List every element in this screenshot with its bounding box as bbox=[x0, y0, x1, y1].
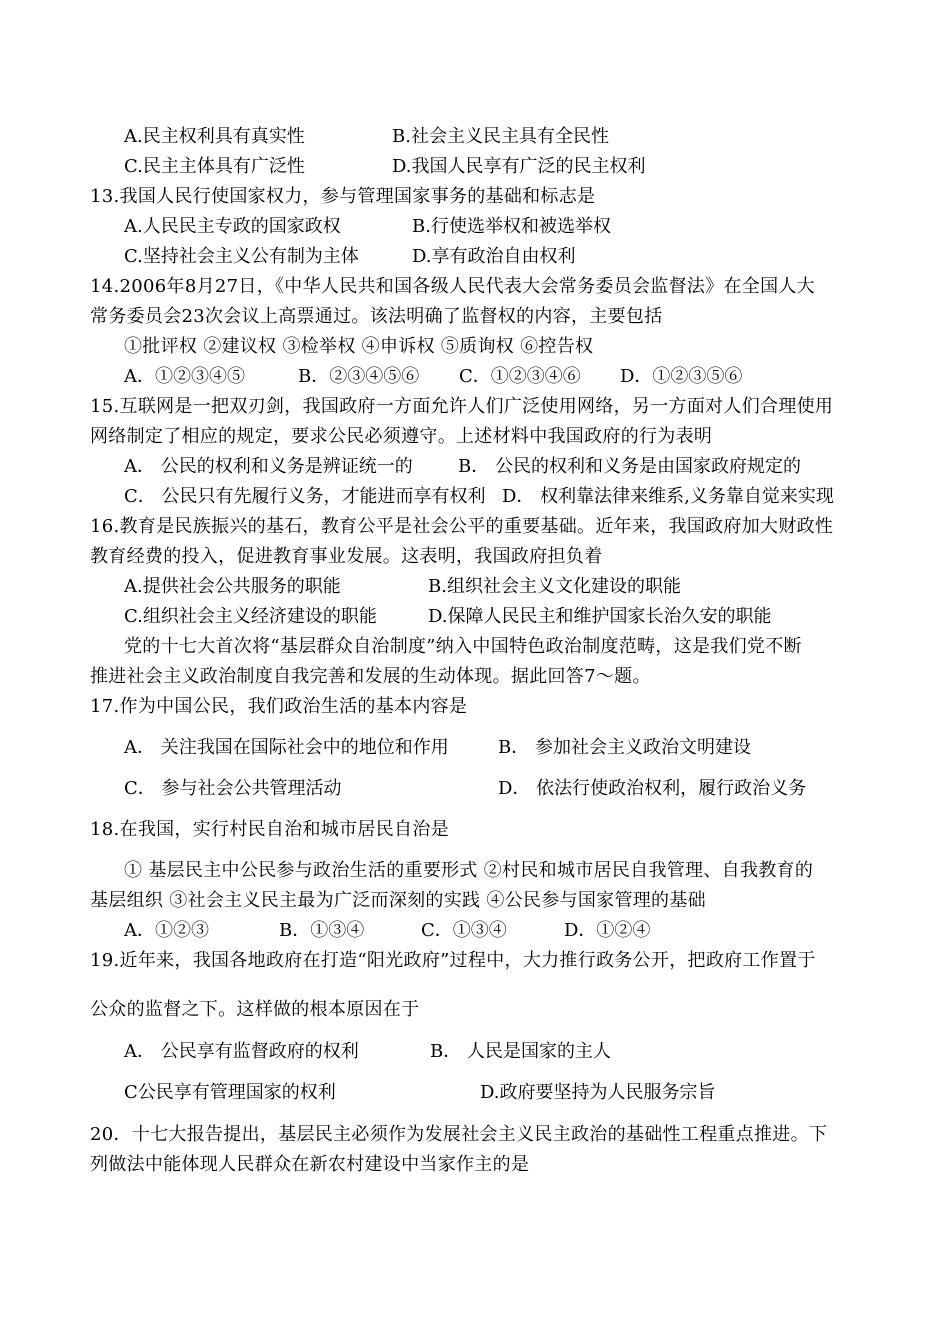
q19-stem-line-2: 公众的监督之下。这样做的根本原因在于 bbox=[90, 999, 420, 1020]
q19-option-a: A． 公民享有监督政府的权利 bbox=[124, 1041, 359, 1062]
q14-option-a: A．①②③④⑤ bbox=[124, 366, 245, 387]
q13-option-a: A.人民民主专政的国家政权 bbox=[124, 216, 341, 237]
q16-option-b: B.组织社会主义文化建设的职能 bbox=[428, 576, 681, 597]
q15-stem-line-2: 网络制定了相应的规定，要求公民必须遵守。上述材料中我国政府的行为表明 bbox=[90, 426, 713, 447]
q18-items-line-2: 基层组织 ③社会主义民主最为广泛而深刻的实践 ④公民参与国家管理的基础 bbox=[90, 890, 706, 911]
q14-option-c: C．①②③④⑥ bbox=[459, 366, 581, 387]
q18-option-a: A．①②③ bbox=[124, 920, 209, 941]
q15-option-a: A． 公民的权利和义务是辨证统一的 bbox=[124, 456, 413, 477]
q19-stem-line-1: 19.近年来，我国各地政府在打造“阳光政府”过程中，大力推行政务公开，把政府工作置于 bbox=[90, 950, 816, 971]
q18-option-d: D．①②④ bbox=[564, 920, 651, 941]
q15-option-b: B． 公民的权利和义务是由国家政府规定的 bbox=[458, 456, 801, 477]
passage-line-1: 党的十七大首次将“基层群众自治制度”纳入中国特色政治制度范畴，这是我们党不断 bbox=[124, 636, 802, 657]
q17-option-b: B． 参加社会主义政治文明建设 bbox=[498, 737, 751, 758]
q17-option-d: D． 依法行使政治权利，履行政治义务 bbox=[498, 778, 807, 799]
passage-line-2: 推进社会主义政治制度自我完善和发展的生动体现。据此回答7～题。 bbox=[90, 666, 651, 687]
q18-option-b: B．①③④ bbox=[279, 920, 365, 941]
q19-option-c: C公民享有管理国家的权利 bbox=[124, 1082, 336, 1103]
q12-option-d: D.我国人民享有广泛的民主权利 bbox=[392, 156, 646, 177]
q14-option-d: D．①②③⑤⑥ bbox=[620, 366, 743, 387]
q17-stem: 17.作为中国公民，我们政治生活的基本内容是 bbox=[90, 696, 468, 717]
q16-stem-line-1: 16.教育是民族振兴的基石，教育公平是社会公平的重要基础。近年来，我国政府加大财政性 bbox=[90, 516, 834, 537]
q17-option-a: A． 关注我国在国际社会中的地位和作用 bbox=[124, 737, 449, 758]
q17-option-c: C． 参与社会公共管理活动 bbox=[124, 778, 342, 799]
q12-option-a: A.民主权利具有真实性 bbox=[124, 126, 305, 147]
q15-option-d: D． 权利靠法律来维系,义务靠自觉来实现 bbox=[502, 486, 834, 507]
q13-option-c: C.坚持社会主义公有制为主体 bbox=[124, 246, 359, 267]
q14-option-b: B．②③④⑤⑥ bbox=[298, 366, 420, 387]
q13-option-b: B.行使选举权和被选举权 bbox=[412, 216, 611, 237]
q13-stem: 13.我国人民行使国家权力，参与管理国家事务的基础和标志是 bbox=[90, 186, 596, 207]
q15-stem-line-1: 15.互联网是一把双刃剑，我国政府一方面允许人们广泛使用网络，另一方面对人们合理使用 bbox=[90, 396, 834, 417]
q13-option-d: D.享有政治自由权利 bbox=[412, 246, 576, 267]
q19-option-b: B． 人民是国家的主人 bbox=[430, 1041, 611, 1062]
q19-option-d: D.政府要坚持为人民服务宗旨 bbox=[480, 1082, 716, 1103]
q18-option-c: C．①③④ bbox=[421, 920, 507, 941]
q14-stem-line-1: 14.2006年8月27日，《中华人民共和国各级人民代表大会常务委员会监督法》在全国人大 bbox=[90, 276, 815, 297]
q12-option-b: B.社会主义民主具有全民性 bbox=[392, 126, 609, 147]
q18-items-line-1: ① 基层民主中公民参与政治生活的重要形式 ②村民和城市居民自我管理、自我教育的 bbox=[124, 860, 814, 881]
q14-items: ①批评权 ②建议权 ③检举权 ④申诉权 ⑤质询权 ⑥控告权 bbox=[124, 336, 594, 357]
q16-option-a: A.提供社会公共服务的职能 bbox=[124, 576, 341, 597]
q16-stem-line-2: 教育经费的投入，促进教育事业发展。这表明，我国政府担负着 bbox=[90, 546, 603, 567]
q16-option-d: D.保障人民民主和维护国家长治久安的职能 bbox=[428, 606, 772, 627]
q20-stem-line-2: 列做法中能体现人民群众在新农村建设中当家作主的是 bbox=[90, 1154, 530, 1175]
q20-stem-line-1: 20．十七大报告提出，基层民主必须作为发展社会主义民主政治的基础性工程重点推进。下 bbox=[90, 1124, 828, 1145]
q16-option-c: C.组织社会主义经济建设的职能 bbox=[124, 606, 377, 627]
q12-option-c: C.民主主体具有广泛性 bbox=[124, 156, 305, 177]
q15-option-c: C． 公民只有先履行义务，才能进而享有权利 bbox=[124, 486, 486, 507]
q14-stem-line-2: 常务委员会23次会议上高票通过。该法明确了监督权的内容，主要包括 bbox=[90, 306, 663, 327]
q18-stem: 18.在我国，实行村民自治和城市居民自治是 bbox=[90, 819, 449, 840]
